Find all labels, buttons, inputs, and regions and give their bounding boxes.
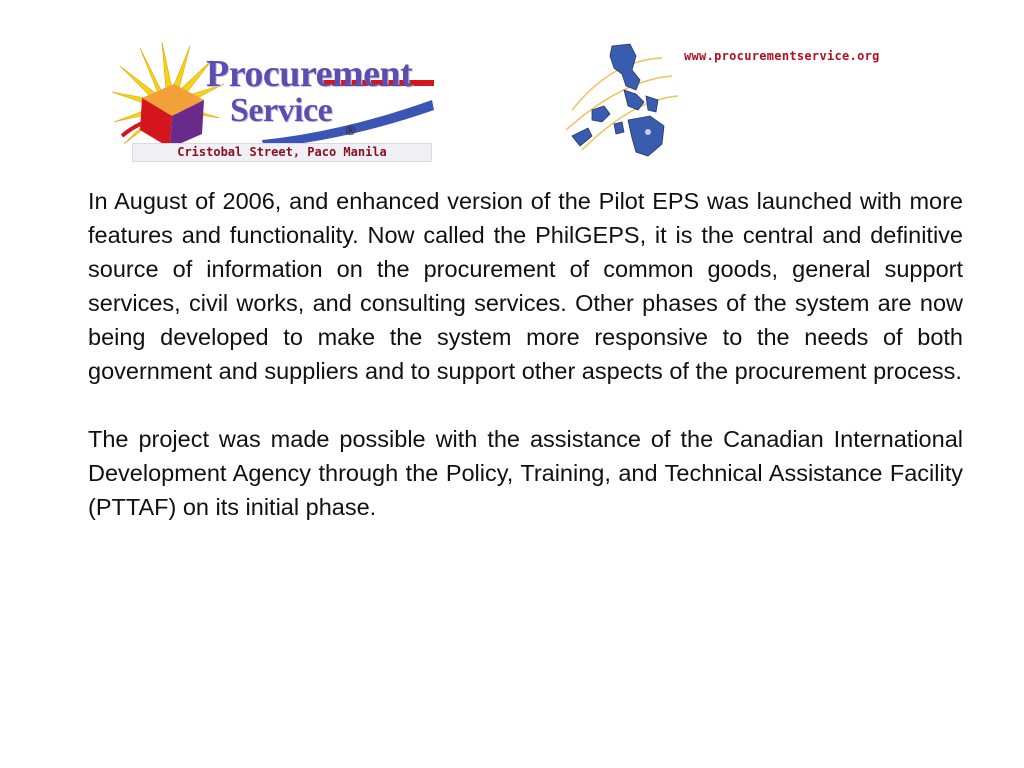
paragraph-pttaf: The project was made possible with the assistance of the Canadian International Development Agency through the Policy, Training, and Technical Assistance Facility (PTTAF) on its initial phase. <box>88 426 963 520</box>
body-text <box>88 184 963 524</box>
paragraph-philgeps: In August of 2006, and enhanced version of the Pilot EPS was launched with more features and functionality. Now called the PhilGEPS, it is the central and definitive source of information on the procurement of common goods, general support services, civil works, and consulting services. Other phases of the system are now being developed to make the system more responsive to the needs of both government and suppliers and to support other aspects of the procurement process. <box>88 188 963 384</box>
logo-title-line1: Procurement <box>206 53 413 95</box>
header-banner <box>112 40 952 166</box>
logo-title-line2: Service <box>230 92 333 129</box>
procurement-service-logo <box>112 40 442 166</box>
registered-mark: ® <box>344 124 357 139</box>
philippines-map-icon <box>552 40 702 166</box>
logo-address: Cristobal Street, Paco Manila <box>132 143 432 162</box>
website-url: www.procurementservice.org <box>684 49 880 63</box>
